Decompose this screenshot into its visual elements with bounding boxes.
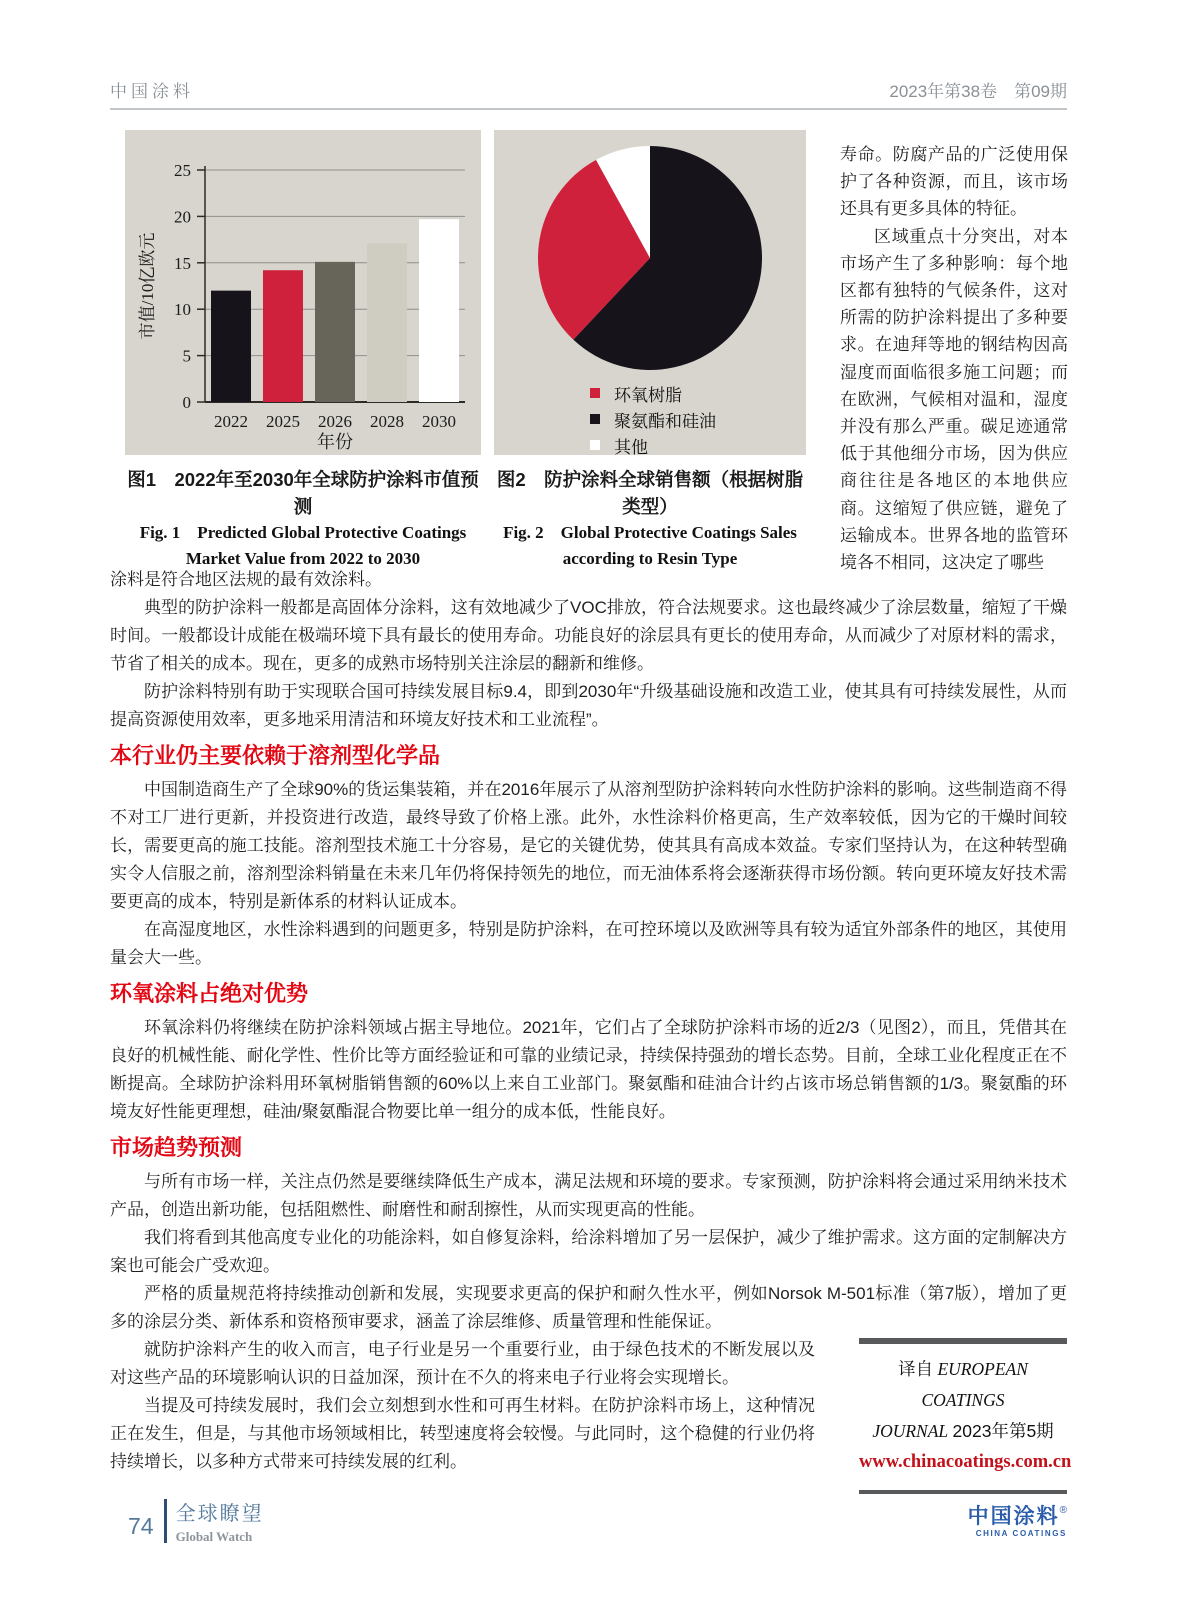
y-tick-label: 5 [182, 346, 191, 366]
x-tick-label: 2028 [370, 412, 404, 431]
bar-2028 [367, 243, 407, 402]
sidebar-paragraph: 区域重点十分突出，对本市场产生了多种影响：每个地区都有独特的气候条件，这对所需的防护涂料提出了多种要求。在迪拜等地的钢结构因高湿度而面临很多施工问题；而在欧洲，气候相对温和，湿度并没有那么严重。碳足迹通常低于其他细分市场，因为供应商往往是各地区的本地供应商。这缩短了供应链，避免了运输成本。世界各地的监管环境各不相同，这决定了哪些 [840, 226, 1068, 573]
column-name-cn: 全球瞭望 [175, 1503, 264, 1525]
legend-label: 环氧树脂 [614, 385, 682, 405]
body-paragraph: 典型的防护涂料一般都是高固体分涂料，这有效地减少了VOC排放，符合法规要求。这也最终减少了涂层数量，缩短了干燥时间。一般都设计成能在极端环境下具有最长的使用寿命。功能良好的涂层具有更长的使用寿命，从而减少了对原材料的需求，节省了相关的成本。现在，更多的成熟市场特别关注涂层的翻新和维修。 [110, 598, 1067, 673]
x-axis-title: 年份 [317, 432, 353, 452]
issue-label: 2023年第5期 [952, 1421, 1054, 1441]
section-heading: 环氧涂料占绝对优势 [110, 981, 309, 1006]
body-paragraph: 就防护涂料产生的收入而言，电子行业是另一个重要行业，由于绿色技术的不断发展以及对这些产品的环境影响认识的日益加深，预计在不久的将来电子行业将会实现增长。 [110, 1340, 815, 1387]
legend-swatch [590, 414, 600, 424]
y-tick-label: 15 [174, 253, 191, 273]
page-number: 74 [128, 1513, 154, 1539]
sidebar-paragraph: 寿命。防腐产品的广泛使用保护了各种资源，而且，该市场还具有更多具体的特征。 [840, 145, 1068, 219]
x-tick-label: 2025 [266, 412, 300, 431]
legend-item [590, 432, 716, 458]
bar-chart [125, 130, 481, 455]
section-heading: 本行业仍主要依赖于溶剂型化学品 [110, 743, 441, 768]
pie-chart-canvas [494, 130, 806, 455]
y-tick-label: 25 [174, 161, 191, 180]
bar-2022 [211, 291, 251, 402]
x-tick-label: 2030 [422, 412, 456, 431]
body-paragraph: 涂料是符合地区法规的最有效涂料。 [110, 570, 382, 589]
bar-2026 [315, 262, 355, 402]
body-paragraph: 严格的质量规范将持续推动创新和发展，实现要求更高的保护和耐久性水平，例如Norsok M-501标准（第7版），增加了更多的涂层分类、新体系和资格预审要求，涵盖了涂层维修、质量管理和性能保证。 [110, 1284, 1067, 1331]
footer-divider [164, 1499, 167, 1543]
body-paragraph: 在高湿度地区，水性涂料遇到的问题更多，特别是防护涂料，在可控环境以及欧洲等具有较为适宜外部条件的地区，其使用量会大一些。 [110, 920, 1067, 967]
figure-2-caption-cn: 图2 防护涂料全球销售额（根据树脂类型） [496, 469, 804, 517]
figure-2-caption-en-2: according to Resin Type [562, 549, 738, 568]
body-paragraph: 环氧涂料仍将继续在防护涂料领域占据主导地位。2021年，它们占了全球防护涂料市场的近2/3（见图2），而且，凭借其在良好的机械性能、耐化学性、性价比等方面经验证和可靠的业绩记录，持续保持强劲的增长态势。目前，全球工业化程度正在不断提高。全球防护涂料用环氧树脂销售额的60%以上来自工业部门。聚氨酯和硅油合计约占该市场总销售额的1/3。聚氨酯的环境友好性能更理想，硅油/聚氨酯混合物要比单一组分的成本低，性能良好。 [110, 1018, 1067, 1121]
website-url: www.chinacoatings.com.cn [859, 1452, 1072, 1472]
page-header [110, 80, 1067, 110]
body-paragraph: 我们将看到其他高度专业化的功能涂料，如自修复涂料，给涂料增加了另一层保护，减少了维护需求。这方面的定制解决方案也可能会广受欢迎。 [110, 1228, 1067, 1275]
y-tick-label: 10 [174, 300, 191, 320]
bar-chart-canvas [125, 130, 481, 455]
figure-1-caption-en-2: Market Value from 2022 to 2030 [185, 549, 421, 568]
sidebar-text-column [840, 141, 1068, 576]
translated-from-label: 译自 [898, 1359, 934, 1379]
journal-name-italic: EUROPEAN COATINGS [921, 1359, 1028, 1410]
figure-1 [125, 130, 481, 572]
registered-mark: ® [1059, 1505, 1067, 1516]
body-paragraph: 当提及可持续发展时，我们会立刻想到水性和可再生材料。在防护涂料市场上，这种情况正在发生，但是，与其他市场领域相比，转型速度将会较慢。与此同时，这个稳健的行业仍将持续增长，以多种方式带来可持续发展的红利。 [110, 1396, 815, 1471]
section-heading: 市场趋势预测 [110, 1135, 243, 1160]
bar-2025 [263, 270, 303, 402]
legend-label: 聚氨酯和硅油 [614, 411, 716, 431]
figure-2-caption [494, 466, 806, 572]
figure-1-caption [125, 466, 481, 572]
legend-item [590, 380, 716, 406]
issue-info: 2023年第38卷 第09期 [889, 82, 1067, 101]
x-tick-label: 2022 [214, 412, 248, 431]
brand-logo [835, 1506, 1067, 1538]
attribution-box [859, 1338, 1072, 1494]
body-paragraph: 中国制造商生产了全球90%的货运集装箱，并在2016年展示了从溶剂型防护涂料转向水性防护涂料的影响。这些制造商不得不对工厂进行更新，并投资进行改造，最终导致了价格上涨。此外，水性涂料价格更高，生产效率较低，因为它的干燥时间较长，需要更高的施工技能。溶剂型技术施工十分容易，是它的关键优势，使其具有高成本效益。专家们坚持认为，在这种转型确实令人信服之前，溶剂型涂料销量在未来几年仍将保持领先的地位，而无油体系将会逐渐获得市场份额。转向更环境友好技术需要更高的成本，特别是新体系的材料认证成本。 [110, 780, 1067, 911]
journal-name-italic: JOURNAL [872, 1421, 949, 1441]
legend-swatch [590, 440, 600, 450]
page-footer [128, 1497, 264, 1545]
brand-name-en: CHINA COATINGS [975, 1529, 1067, 1538]
figure-1-caption-cn: 图1 2022年至2030年全球防护涂料市值预测 [127, 469, 479, 517]
body-paragraph: 防护涂料特别有助于实现联合国可持续发展目标9.4，即到2030年“升级基础设施和改造工业，使其具有可持续发展性，从而提高资源使用效率，更多地采用清洁和环境友好技术和工业流程”。 [110, 682, 1067, 729]
figure-1-caption-en-1: Fig. 1 Predicted Global Protective Coatings [139, 523, 467, 542]
x-tick-label: 2026 [318, 412, 352, 431]
legend-label: 其他 [614, 437, 648, 457]
y-tick-label: 0 [182, 393, 191, 412]
article-body [110, 566, 1072, 1538]
y-tick-label: 20 [174, 207, 191, 227]
figure-2-caption-en-1: Fig. 2 Global Protective Coatings Sales [503, 523, 797, 542]
legend-item [590, 406, 716, 432]
attribution-block [835, 1338, 1072, 1538]
bar-2030 [419, 219, 459, 402]
body-paragraph: 与所有市场一样，关注点仍然是要继续降低生产成本，满足法规和环境的要求。专家预测，防护涂料将会通过采用纳米技术产品，创造出新功能，包括阻燃性、耐磨性和耐刮擦性，从而实现更高的性能。 [110, 1172, 1067, 1219]
figure-2 [494, 130, 806, 572]
column-name-en: Global Watch [175, 1529, 253, 1544]
pie-legend [590, 380, 716, 458]
brand-name-cn: 中国涂料 [967, 1505, 1060, 1528]
journal-name: 中国涂料 [110, 82, 194, 101]
legend-swatch [590, 388, 600, 398]
y-axis-title: 市值/10亿欧元 [138, 232, 157, 340]
